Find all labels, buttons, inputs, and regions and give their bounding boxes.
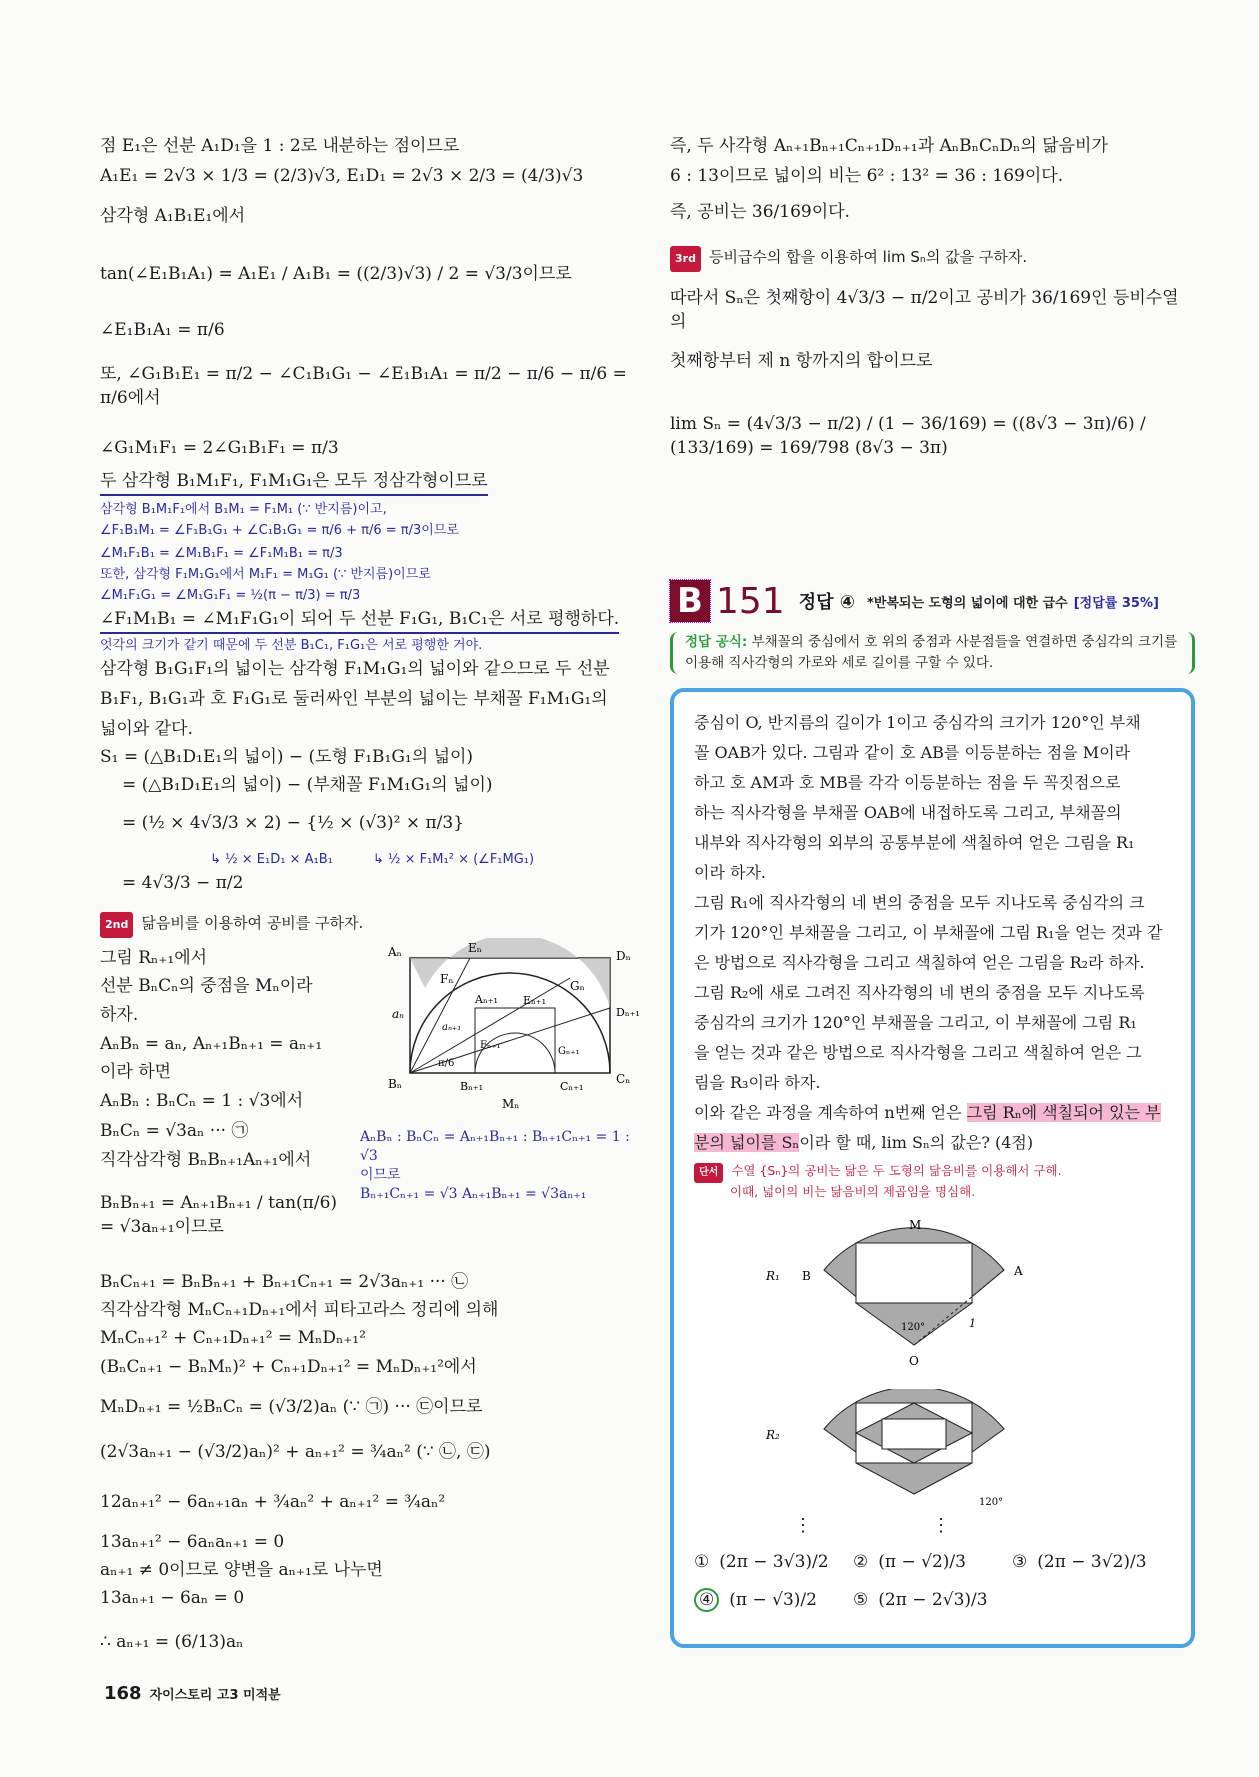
solution-line: 하자. <box>100 1005 139 1025</box>
label-a-n1: aₙ₊₁ <box>442 1022 462 1033</box>
highlight-text: 분의 넓이를 Sₙ <box>694 1133 800 1152</box>
choice-mark: ⑤ <box>853 1590 869 1610</box>
solution-line: 직각삼각형 BₙBₙ₊₁Aₙ₊₁에서 <box>100 1150 312 1170</box>
solution-line: A₁E₁ = 2√3 × 1/3 = (2/3)√3, E₁D₁ = 2√3 × 2/3 = (4/3)√3 <box>100 166 584 186</box>
underlined-text: ∠F₁M₁B₁ = ∠M₁F₁G₁이 되어 두 선분 F₁G₁, B₁C₁은 서로 평행하다. <box>100 607 619 634</box>
formula-note-text: 부채꼴의 중심에서 호 위의 중점과 사분점들을 연결하면 중심각의 크기를 이용해 직사각형의 가로와 세로 길이를 구할 수 있다. <box>685 634 1178 671</box>
choice-2[interactable] <box>853 1552 1012 1572</box>
problem-header <box>670 580 1195 622</box>
label-mn: Mₙ <box>502 1097 520 1111</box>
annotation: ↳ ½ × E₁D₁ × A₁B₁ <box>210 852 333 867</box>
formula-note-label: 정답 공식: <box>685 634 748 650</box>
choice-mark: ② <box>853 1552 869 1572</box>
label-bn1: Bₙ₊₁ <box>460 1080 484 1093</box>
choice-1[interactable] <box>694 1552 853 1572</box>
solution-line: BₙCₙ₊₁ = BₙBₙ₊₁ + Bₙ₊₁Cₙ₊₁ = 2√3aₙ₊₁ ··· ㉡ <box>100 1272 469 1292</box>
label-o: O <box>909 1354 919 1368</box>
annotation: ↳ ½ × F₁M₁² × (∠F₁MG₁) <box>372 852 535 867</box>
choice-5[interactable] <box>853 1590 1012 1610</box>
choice-mark: ③ <box>1012 1552 1028 1572</box>
solution-line: ∠M₁F₁G₁ = ∠M₁G₁F₁ = ½(π − π/3) = π/3 <box>100 588 361 603</box>
choice-3[interactable] <box>1012 1552 1171 1572</box>
label-r2: R₂ <box>766 1428 780 1442</box>
problem-line: 중심각의 크기가 120°인 부채꼴을 그리고, 이 부채꼴에 그림 R₁ <box>694 1013 1137 1032</box>
choice-mark: ① <box>694 1552 710 1572</box>
label-r1: R₁ <box>766 1269 780 1283</box>
problem-line: 내부와 직사각형의 외부의 공통부분에 색칠하여 얻은 그림을 R₁ <box>694 833 1135 852</box>
solution-line: 삼각형 A₁B₁E₁에서 <box>100 206 246 226</box>
solution-line: ∠E₁B₁A₁ = π/6 <box>100 320 225 340</box>
solution-line: 따라서 Sₙ은 첫째항이 4√3/3 − π/2이고 공비가 36/169인 등비수열의 <box>670 288 1179 332</box>
problem-line: 기가 120°인 부채꼴을 그리고, 이 부채꼴에 그림 R₁을 얻는 것과 같 <box>694 923 1163 942</box>
solution-line: 삼각형 B₁G₁F₁의 넓이는 삼각형 F₁M₁G₁의 넓이와 같으므로 두 선분 <box>100 659 610 679</box>
label-gn: Gₙ <box>570 979 585 993</box>
solution-line: = (△B₁D₁E₁의 넓이) − (부채꼴 F₁M₁G₁의 넓이) <box>122 775 493 795</box>
label-pi6: π/6 <box>438 1058 455 1069</box>
problem-line-last <box>694 1098 1171 1128</box>
problem-line: 하고 호 AM과 호 MB를 각각 이등분하는 점을 두 꼭짓점으로 <box>694 773 1121 792</box>
solution-line: ∴ aₙ₊₁ = (6/13)aₙ <box>100 1632 244 1652</box>
problem-line-final <box>694 1128 1171 1158</box>
figure-r2 <box>764 1389 1064 1509</box>
label-cn1: Cₙ₊₁ <box>560 1080 584 1093</box>
problem-text: 이와 같은 과정을 계속하여 n번째 얻은 <box>694 1103 967 1122</box>
solution-line: 또한, 삼각형 F₁M₁G₁에서 M₁F₁ = M₁G₁ (∵ 반지름)이므로 <box>100 567 431 582</box>
side-note <box>360 1128 650 1204</box>
solution-line: lim Sₙ = (4√3/3 − π/2) / (1 − 36/169) = ((8√3 − 3π)/6) / (133/169) = 169/798 (8√3 − 3π) <box>670 414 1146 458</box>
hint-line: 이때, 넓이의 비는 닮음비의 제곱임을 명심해. <box>730 1184 976 1199</box>
label-dn1: Dₙ₊₁ <box>616 1006 640 1019</box>
problem-box <box>670 688 1195 1648</box>
solution-line: aₙ₊₁ ≠ 0이므로 양변을 aₙ₊₁로 나누면 <box>100 1560 383 1580</box>
problem-line: 을 얻는 것과 같은 방법으로 직사각형을 그리고 색칠하여 얻은 그 <box>694 1043 1142 1062</box>
label-angle: 120° <box>901 1322 926 1333</box>
label-fn: Fₙ <box>440 972 454 986</box>
label-en: Eₙ <box>468 941 482 955</box>
figure-r1 <box>764 1215 1064 1375</box>
solution-line: ∠G₁M₁F₁ = 2∠G₁B₁F₁ = π/3 <box>100 438 339 458</box>
step-badge: 3rd <box>670 246 701 272</box>
solution-line: 6 : 13이므로 넓이의 비는 6² : 13² = 36 : 169이다. <box>670 166 1064 186</box>
step-text: 닮음비를 이용하여 공비를 구하자. <box>141 914 364 932</box>
level-badge: B <box>670 580 710 622</box>
side-note-line: 이므로 <box>360 1167 401 1183</box>
solution-line: 점 E₁은 선분 A₁D₁을 1 : 2로 내분하는 점이므로 <box>100 136 460 156</box>
label-a-n: aₙ <box>392 1007 405 1021</box>
choice-value: (π − √3)/2 <box>729 1590 817 1610</box>
topic-label: *반복되는 도형의 넓이에 대한 급수 <box>867 595 1068 611</box>
solution-line: tan(∠E₁B₁A₁) = A₁E₁ / A₁B₁ = ((2/3)√3) / 2 = √3/3이므로 <box>100 264 572 284</box>
solution-line: = (½ × 4√3/3 × 2) − {½ × (√3)² × π/3} <box>122 813 465 833</box>
solution-left-column <box>100 134 650 1654</box>
answer-label: 정답 ④ <box>798 592 856 613</box>
continuation-dots: ⋮ <box>794 1515 812 1536</box>
solution-line: 13aₙ₊₁² − 6aₙaₙ₊₁ = 0 <box>100 1532 285 1552</box>
label-dn: Dₙ <box>616 949 631 963</box>
label-cn: Cₙ <box>616 1072 631 1086</box>
problem-line: 꼴 OAB가 있다. 그림과 같이 호 AB를 이등분하는 점을 M이라 <box>694 743 1131 762</box>
continuation-dots-row <box>694 1515 1171 1536</box>
figure-rn <box>380 938 650 1118</box>
solution-line: 직각삼각형 MₙCₙ₊₁Dₙ₊₁에서 피타고라스 정리에 의해 <box>100 1300 499 1320</box>
side-note-line: Bₙ₊₁Cₙ₊₁ = √3 Aₙ₊₁Bₙ₊₁ = √3aₙ₊₁ <box>360 1186 587 1202</box>
solution-line: AₙBₙ = aₙ, Aₙ₊₁Bₙ₊₁ = aₙ₊₁ <box>100 1034 323 1054</box>
hint-line: 수열 {Sₙ}의 공비는 닮은 두 도형의 닮음비를 이용해서 구해. <box>731 1163 1062 1178</box>
problem-number: 151 <box>716 580 785 622</box>
label-bn: Bₙ <box>388 1077 403 1091</box>
label-angle-2: 120° <box>979 1497 1004 1508</box>
label-m: M <box>909 1218 922 1232</box>
choice-mark: ④ <box>694 1588 719 1612</box>
label-radius: 1 <box>969 1317 976 1330</box>
solution-line: 또, ∠G₁B₁E₁ = π/2 − ∠C₁B₁G₁ − ∠E₁B₁A₁ = π/2 − π/6 − π/6 = π/6에서 <box>100 364 627 408</box>
solution-line: 선분 BₙCₙ의 중점을 Mₙ이라 <box>100 976 313 996</box>
continuation-dots: ⋮ <box>932 1515 950 1536</box>
solution-line: 삼각형 B₁M₁F₁에서 B₁M₁ = F₁M₁ (∵ 반지름)이고, <box>100 502 387 517</box>
solution-line: (2√3aₙ₊₁ − (√3/2)aₙ)² + aₙ₊₁² = ¾aₙ² (∵ ㉡, ㉢) <box>100 1442 491 1462</box>
label-gn1: Gₙ₊₁ <box>558 1046 580 1057</box>
step-badge: 2nd <box>100 912 133 938</box>
problem-line: 하는 직사각형을 부채꼴 OAB에 내접하도록 그리고, 부채꼴의 <box>694 803 1122 822</box>
solution-line: 즉, 두 사각형 Aₙ₊₁Bₙ₊₁Cₙ₊₁Dₙ₊₁과 AₙBₙCₙDₙ의 닮음비가 <box>670 136 1108 156</box>
solution-line: 즉, 공비는 36/169이다. <box>670 202 850 222</box>
problem-question: 이라 할 때, lim Sₙ의 값은? (4점) <box>799 1133 1034 1152</box>
problem-line: 림을 R₃이라 하자. <box>694 1073 821 1092</box>
solution-line: ∠M₁F₁B₁ = ∠M₁B₁F₁ = ∠F₁M₁B₁ = π/3 <box>100 546 343 561</box>
solution-line: BₙBₙ₊₁ = Aₙ₊₁Bₙ₊₁ / tan(π/6) = √3aₙ₊₁이므로 <box>100 1193 338 1237</box>
annotation-row <box>100 850 650 869</box>
solution-line: MₙDₙ₊₁ = ½BₙCₙ = (√3/2)aₙ (∵ ㉠) ··· ㉢이므로 <box>100 1397 483 1417</box>
underlined-text: 두 삼각형 B₁M₁F₁, F₁M₁G₁은 모두 정삼각형이므로 <box>100 469 488 496</box>
problem-line: 은 방법으로 직사각형을 그리고 색칠하여 얻은 그림을 R₂라 하자. <box>694 953 1145 972</box>
side-note-line: AₙBₙ : BₙCₙ = Aₙ₊₁Bₙ₊₁ : Bₙ₊₁Cₙ₊₁ = 1 : √3 <box>360 1129 630 1164</box>
choice-value: (π − √2)/3 <box>878 1552 966 1572</box>
solution-line: 첫째항부터 제 n 항까지의 합이므로 <box>670 351 933 371</box>
step-heading <box>670 245 1195 272</box>
solution-line: 12aₙ₊₁² − 6aₙ₊₁aₙ + ¾aₙ² + aₙ₊₁² = ¾aₙ² <box>100 1492 446 1512</box>
solution-line: 넓이와 같다. <box>100 719 193 739</box>
solution-line <box>100 469 650 496</box>
problem-line: 그림 R₁에 직사각형의 네 변의 중점을 모두 지나도록 중심각의 크 <box>694 893 1145 912</box>
solution-line: 엇각의 크기가 같기 때문에 두 선분 B₁C₁, F₁G₁은 서로 평행한 거야. <box>100 638 483 653</box>
solution-right-column <box>670 134 1195 1648</box>
step-text: 등비급수의 합을 이용하여 lim Sₙ의 값을 구하자. <box>708 248 1028 266</box>
hint <box>694 1162 1171 1201</box>
page-number: 168 <box>104 1683 142 1704</box>
book-title: 자이스토리 고3 미적분 <box>149 1688 281 1703</box>
solution-line: S₁ = (△B₁D₁E₁의 넓이) − (도형 F₁B₁G₁의 넓이) <box>100 747 474 767</box>
label-fn1: Fₙ₊₁ <box>480 1040 501 1051</box>
page-footer <box>104 1683 281 1704</box>
choice-value: (2π − 2√3)/3 <box>878 1590 988 1610</box>
choice-value: (2π − 3√2)/3 <box>1037 1552 1147 1572</box>
step-heading <box>100 911 650 938</box>
solution-line <box>100 607 650 634</box>
label-an1: Aₙ₊₁ <box>475 993 498 1006</box>
formula-note <box>670 632 1195 674</box>
problem-line: 그림 R₂에 새로 그려진 직사각형의 네 변의 중점을 모두 지나도록 <box>694 983 1145 1002</box>
label-an: Aₙ <box>388 945 402 959</box>
accuracy-rate: [정답률 35%] <box>1073 595 1159 611</box>
solution-line: AₙBₙ : BₙCₙ = 1 : √3에서 <box>100 1091 304 1111</box>
solution-line: = 4√3/3 − π/2 <box>122 873 244 893</box>
solution-line: BₙCₙ = √3aₙ ··· ㉠ <box>100 1121 249 1141</box>
choice-value: (2π − 3√3)/2 <box>719 1552 829 1572</box>
label-b: B <box>802 1269 811 1283</box>
label-a: A <box>1014 1264 1023 1278</box>
solution-line: MₙCₙ₊₁² + Cₙ₊₁Dₙ₊₁² = MₙDₙ₊₁² <box>100 1328 366 1348</box>
solution-line: (BₙCₙ₊₁ − BₙMₙ)² + Cₙ₊₁Dₙ₊₁² = MₙDₙ₊₁²에서 <box>100 1357 477 1377</box>
problem-line: 중심이 O, 반지름의 길이가 1이고 중심각의 크기가 120°인 부채 <box>694 713 1141 732</box>
solution-line: ∠F₁B₁M₁ = ∠F₁B₁G₁ + ∠C₁B₁G₁ = π/6 + π/6 = π/3이므로 <box>100 523 459 538</box>
answer-choices <box>694 1552 1171 1610</box>
solution-line: 이라 하면 <box>100 1062 172 1082</box>
highlight-text: 그림 Rₙ에 색칠되어 있는 부 <box>966 1103 1161 1122</box>
solution-line: 13aₙ₊₁ − 6aₙ = 0 <box>100 1588 245 1608</box>
solution-line: 그림 Rₙ₊₁에서 <box>100 948 208 968</box>
hint-badge: 단서 <box>694 1163 723 1183</box>
label-en1: Eₙ₊₁ <box>523 994 547 1007</box>
solution-line: B₁F₁, B₁G₁과 호 F₁G₁로 둘러싸인 부분의 넓이는 부채꼴 F₁M₁G₁의 <box>100 689 608 709</box>
problem-line: 이라 하자. <box>694 863 766 882</box>
choice-4[interactable] <box>694 1590 853 1610</box>
